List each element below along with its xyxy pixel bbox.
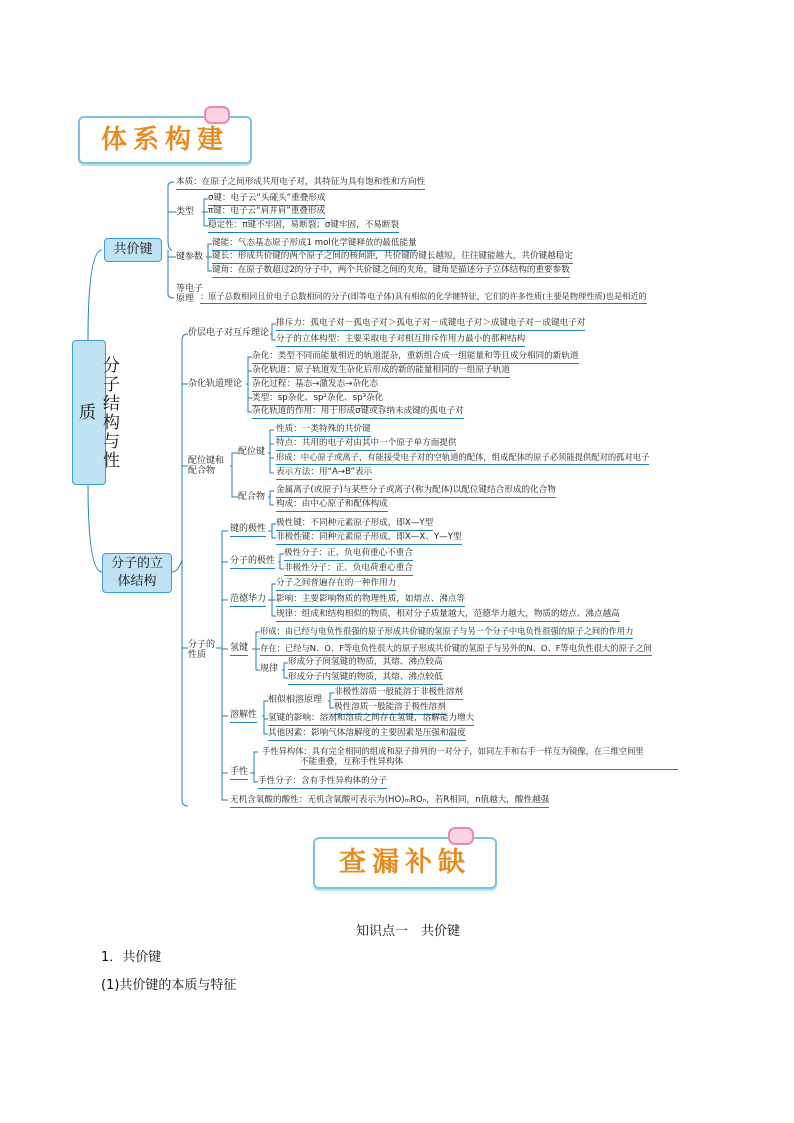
prop-label-1: 分子的 [188, 640, 216, 650]
cov-nature: 本质：在原子之间形成共用电子对，其特征为具有饱和性和方向性 [176, 177, 425, 190]
vsepr-label: 价层电子对互斥理论 [188, 328, 270, 338]
rule-label: 规律 [260, 664, 279, 674]
solubility-4: 其他因素：影响气体溶解度的主要因素是压强和温度 [268, 728, 466, 741]
cov-energy: 键能：气态基态原子形成1 mol化学键释放的最低能量 [212, 238, 417, 251]
coord-bond-label: 配位键 [238, 447, 266, 457]
vdw-1: 分子之间普遍存在的一种作用力 [276, 578, 396, 591]
coord-label-1: 配位键和 [188, 456, 225, 466]
root-label: 分子结构与性质 [75, 355, 119, 470]
molecular-structure-node: 分子的立体结构 [102, 553, 172, 593]
vsepr-shape: 分子的立体构型：主要采取电子对相互排斥作用力最小的那种结构 [276, 334, 525, 347]
bond-polarity-2: 非极性键：同种元素原子形成，即X—X、Y—Y型 [276, 532, 462, 545]
cov-iso-label-2: 原理 [176, 294, 195, 304]
cov-pi: π键：电子云“肩并肩”重叠形成 [208, 206, 325, 219]
chirality-1a: 手性异构体：具有完全相同的组成和原子排列的一对分子，如同左手和右手一样互为镜像，在三维空间里 [262, 746, 644, 756]
mol-polarity-label: 分子的极性 [230, 556, 275, 569]
complex-1: 金属离子(或原子)与某些分子或离子(称为配体)以配位键结合形成的化合物 [276, 485, 556, 498]
banner-title-2: 查漏补缺 [339, 847, 471, 878]
coord-bond-1: 性质：一类特殊的共价键 [276, 424, 371, 437]
hybrid-4: 类型：sp杂化、sp²杂化、sp³杂化 [252, 393, 383, 406]
solubility-label: 溶解性 [230, 710, 257, 723]
prop-label-2: 性质 [188, 650, 207, 660]
hbond-2: 存在：已经与N、O、F等电负性很大的原子形成共价键的氢原子与另外的N、O、F等电负性很大的原子之间 [260, 643, 652, 656]
root-node [72, 340, 119, 485]
solubility-2: 极性溶质一般能溶于极性溶剂 [334, 702, 446, 715]
hbond-4: 形成分子内氢键的物质，其熔、沸点较低 [288, 672, 443, 685]
coord-label-2: 配合物 [188, 466, 216, 476]
hybrid-1: 杂化：类型不同而能量相近的轨道混杂，重新组合成一组能量和等且成分相同的新轨道 [252, 351, 579, 364]
coord-bond-2: 特点：共用的电子对由其中一个原子单方面提供 [276, 438, 456, 451]
vdw-2: 影响：主要影响物质的物理性质，如熔点、沸点等 [276, 594, 465, 607]
chirality-2: 手性分子：含有手性异构体的分子 [258, 776, 387, 789]
covalent-bond-node: 共价键 [104, 238, 162, 262]
hbond-3: 形成分子间氢键的物质，其熔、沸点较高 [288, 657, 443, 670]
complex-2: 构成：由中心原子和配体构成 [276, 499, 388, 512]
vsepr-repulsion: 排斥力：孤电子对－孤电子对＞孤电子对－成键电子对＞成键电子对－成键电子对 [276, 318, 585, 331]
hbond-1: 形成：由已经与电负性很强的原子形成共价键的氢原子与另一个分子中电负性很强的原子之间的作用力 [260, 626, 633, 639]
knowledge-point-title: 知识点一 共价键 [356, 924, 461, 939]
hybrid-label: 杂化轨道理论 [188, 379, 243, 389]
mol-polarity-2: 非极性分子：正、负电荷重心重合 [284, 563, 413, 576]
chirality-label: 手性 [230, 767, 248, 780]
coord-bond-3: 形成：中心原子或离子，有能接受电子对的空轨道的配体，组成配体的原子必须能提供配对的孤对电子 [276, 452, 649, 465]
vdw-3: 规律：组成和结构相似的物质，相对分子质量越大，范德华力越大，物质的熔点、沸点越高 [276, 609, 620, 622]
cov-sigma: σ键：电子云“头碰头”重叠形成 [208, 193, 325, 206]
bond-polarity-label: 键的极性 [230, 524, 266, 537]
mol-polarity-1: 极性分子：正、负电荷重心不重合 [284, 548, 413, 561]
hbond-label: 氢键 [230, 643, 248, 656]
hybrid-5: 杂化轨道的作用：用于形成σ键或容纳未成键的孤电子对 [252, 406, 464, 419]
oxyacid-acidity: 无机含氧酸的酸性：无机含氧酸可表示为(HO)ₘROₙ，若R相同，n值越大，酸性越强 [230, 795, 549, 808]
cov-iso-label-1: 等电子 [176, 284, 204, 294]
cov-stability: 稳定性：π键不牢固，易断裂；σ键牢固，不易断裂 [208, 220, 399, 233]
coord-bond-4: 表示方法：用“A→B”表示 [276, 467, 372, 480]
banner-title: 体系构建 [100, 125, 229, 155]
solubility-1: 非极性溶质一般能溶于非极性溶剂 [334, 687, 463, 700]
hybrid-3: 杂化过程：基态→激发态→杂化态 [252, 379, 378, 392]
vdw-label: 范德华力 [230, 594, 266, 607]
section-heading-1: 1．共价键 [101, 950, 162, 965]
hybrid-2: 杂化轨道：原子轨道发生杂化后形成的新的能量相同的一组原子轨道 [252, 365, 510, 378]
cov-angle: 键角：在原子数超过2的分子中，两个共价键之间的夹角，键角是描述分子立体结构的重要参数 [212, 265, 570, 278]
solubility-3: 氢键的影响：溶剂和溶质之间存在氢键，溶解能力增大 [268, 713, 474, 726]
cov-length: 键长：形成共价键的两个原子之间的核间距，共价键的键长越短，往往键能越大，共价键越稳定 [212, 251, 573, 264]
complex-label: 配合物 [238, 492, 266, 502]
bond-polarity-1: 极性键：不同种元素原子形成，即X—Y型 [276, 518, 433, 531]
paper-clip-icon [448, 827, 474, 845]
section-heading-2: (1)共价键的本质与特征 [101, 978, 237, 993]
cov-isoelectronic: ：原子总数相同且价电子总数相同的分子(即等电子体)具有相似的化学键特征，它们的许多性质(主要是物理性质)也是相近的 [200, 291, 647, 304]
cov-type-label: 类型 [176, 207, 195, 217]
chirality-1b: 不能重叠，互称手性异构体 [300, 757, 678, 770]
fill-gaps-banner [313, 837, 497, 889]
cov-param-label: 键参数 [176, 252, 204, 262]
like-dissolves-label: 相似相溶原理 [268, 695, 323, 705]
